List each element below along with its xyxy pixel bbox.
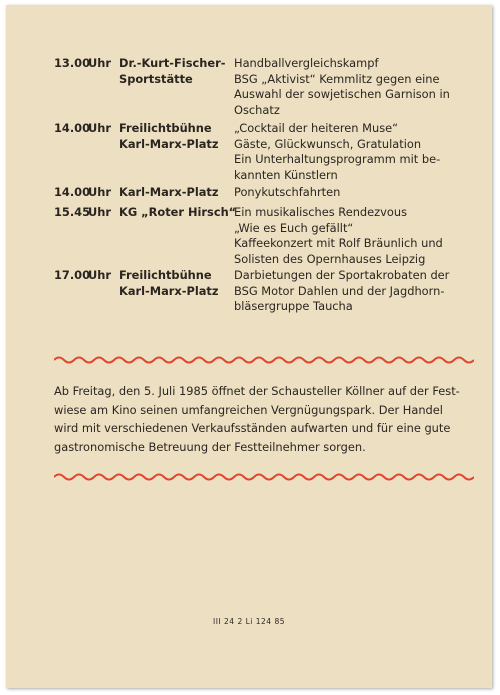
wavy-line [54, 358, 474, 363]
venue-line: Dr.-Kurt-Fischer- [119, 56, 226, 70]
entry-time: 14.00 [54, 185, 91, 199]
description-line: kannten Künstlern [234, 167, 338, 182]
description-line: BSG Motor Dahlen und der Jagdhorn- [234, 283, 445, 298]
entry-time-unit: Uhr [88, 121, 111, 135]
description-line: Solisten des Opernhauses Leipzig [234, 251, 426, 266]
venue-line: Karl-Marx-Platz [119, 185, 219, 199]
entry-venue [119, 185, 231, 201]
entry-description [234, 205, 482, 267]
venue-line: Freilichtbühne [119, 121, 212, 135]
entry-description [234, 121, 482, 183]
entry-venue [119, 205, 237, 221]
wavy-divider-bottom [54, 471, 474, 483]
announcement-paragraph [54, 382, 474, 456]
entry-time: 13.00 [54, 56, 91, 70]
entry-description [234, 268, 482, 315]
description-line: Kaffeekonzert mit Rolf Bräunlich und [234, 236, 443, 250]
description-line: „Wie es Euch gefällt“ [234, 220, 354, 235]
entry-description [234, 185, 482, 201]
description-line: BSG „Aktivist“ Kemmlitz gegen eine [234, 71, 440, 86]
entry-venue [119, 121, 231, 152]
description-line: Ponykutschfahrten [234, 185, 341, 199]
venue-line: Karl-Marx-Platz [119, 136, 219, 151]
entry-time-unit: Uhr [88, 268, 111, 282]
wavy-divider-top [54, 354, 474, 366]
entry-time: 14.00 [54, 121, 91, 135]
entry-time-unit: Uhr [88, 185, 111, 199]
paragraph-line: wiese am Kino seinen umfangreichen Vergnügungspark. Der Handel [54, 402, 443, 417]
paragraph-line: gastronomische Betreuung der Festteilnehmer sorgen. [54, 439, 366, 454]
description-line: Gäste, Glückwunsch, Gratulation [234, 136, 422, 151]
description-line: Ein musikalisches Rendezvous [234, 205, 408, 219]
entry-time: 15.45 [54, 205, 91, 219]
venue-line: Sportstätte [119, 71, 193, 86]
venue-line: Freilichtbühne [119, 268, 212, 282]
entry-venue [119, 56, 231, 87]
description-line: Oschatz [234, 102, 280, 117]
paragraph-line: wird mit verschiedenen Verkaufsständen aufwarten und für eine gute [54, 421, 451, 435]
venue-line: Karl-Marx-Platz [119, 283, 219, 298]
wavy-line [54, 475, 474, 480]
entry-venue [119, 268, 231, 299]
description-line: Auswahl der sowjetischen Garnison in [234, 87, 450, 101]
venue-line: KG „Roter Hirsch“ [119, 205, 237, 219]
description-line: „Cocktail der heiteren Muse“ [234, 121, 399, 135]
description-line: Darbietungen der Sportakrobaten der [234, 268, 450, 282]
description-line: bläsergruppe Taucha [234, 299, 353, 313]
paragraph-line: Ab Freitag, den 5. Juli 1985 öffnet der Schausteller Köllner auf der Fest- [54, 384, 460, 398]
entry-time-unit: Uhr [88, 56, 111, 70]
entry-time: 17.00 [54, 268, 91, 282]
print-code: III 24 2 Li 124 85 [213, 617, 285, 626]
document-page [6, 5, 492, 688]
entry-time-unit: Uhr [88, 205, 111, 219]
description-line: Handballvergleichskampf [234, 56, 379, 70]
entry-description [234, 56, 482, 118]
description-line: Ein Unterhaltungsprogramm mit be- [234, 152, 441, 166]
